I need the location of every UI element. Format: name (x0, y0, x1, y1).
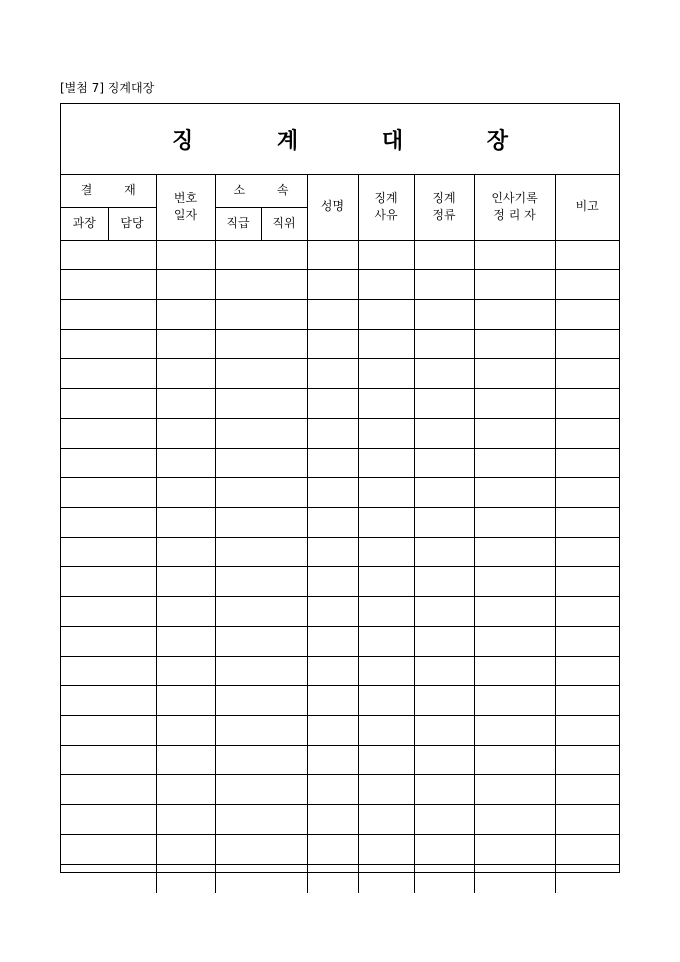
remarks-cell[interactable] (555, 864, 619, 893)
reason-cell[interactable] (358, 448, 414, 478)
reason-cell[interactable] (358, 626, 414, 656)
table-row (61, 537, 619, 567)
approval-cell[interactable] (61, 359, 156, 389)
record-keeper-cell[interactable] (474, 686, 555, 716)
header-person-in-charge: 담당 (108, 207, 156, 240)
disciplinary-register-form (60, 103, 620, 873)
title-row (61, 104, 619, 175)
number-date-cell[interactable] (156, 507, 215, 537)
table-row (61, 329, 619, 359)
remarks-cell[interactable] (555, 597, 619, 627)
name-cell[interactable] (307, 864, 358, 893)
reason-cell[interactable] (358, 418, 414, 448)
number-date-cell[interactable] (156, 329, 215, 359)
number-date-cell[interactable] (156, 270, 215, 300)
reason-cell[interactable] (358, 716, 414, 746)
reason-cell[interactable] (358, 478, 414, 508)
approval-cell[interactable] (61, 389, 156, 419)
approval-cell[interactable] (61, 478, 156, 508)
record-keeper-cell[interactable] (474, 448, 555, 478)
approval-cell[interactable] (61, 716, 156, 746)
affiliation-cell[interactable] (215, 418, 307, 448)
remarks-cell[interactable] (555, 745, 619, 775)
affiliation-cell[interactable] (215, 448, 307, 478)
approval-cell[interactable] (61, 686, 156, 716)
number-date-cell[interactable] (156, 537, 215, 567)
number-date-cell[interactable] (156, 656, 215, 686)
reason-cell[interactable] (358, 775, 414, 805)
number-date-cell[interactable] (156, 299, 215, 329)
affiliation-cell[interactable] (215, 834, 307, 864)
number-date-cell[interactable] (156, 626, 215, 656)
name-cell[interactable] (307, 329, 358, 359)
record-keeper-cell[interactable] (474, 240, 555, 270)
type-cell[interactable] (414, 567, 474, 597)
record-keeper-cell[interactable] (474, 478, 555, 508)
remarks-cell[interactable] (555, 656, 619, 686)
record-keeper-cell[interactable] (474, 745, 555, 775)
table-row (61, 775, 619, 805)
record-keeper-cell[interactable] (474, 805, 555, 835)
affiliation-cell[interactable] (215, 478, 307, 508)
reason-cell[interactable] (358, 270, 414, 300)
remarks-cell[interactable] (555, 329, 619, 359)
number-date-cell[interactable] (156, 716, 215, 746)
table-row (61, 448, 619, 478)
approval-cell[interactable] (61, 864, 156, 893)
affiliation-cell[interactable] (215, 359, 307, 389)
reason-cell[interactable] (358, 359, 414, 389)
approval-cell[interactable] (61, 834, 156, 864)
approval-cell[interactable] (61, 507, 156, 537)
type-cell[interactable] (414, 716, 474, 746)
approval-cell[interactable] (61, 448, 156, 478)
record-keeper-cell[interactable] (474, 329, 555, 359)
remarks-cell[interactable] (555, 507, 619, 537)
name-cell[interactable] (307, 775, 358, 805)
table-row (61, 507, 619, 537)
reason-cell[interactable] (358, 864, 414, 893)
reason-cell[interactable] (358, 686, 414, 716)
remarks-cell[interactable] (555, 686, 619, 716)
affiliation-cell[interactable] (215, 864, 307, 893)
number-date-cell[interactable] (156, 418, 215, 448)
reason-cell[interactable] (358, 745, 414, 775)
table-row (61, 834, 619, 864)
remarks-cell[interactable] (555, 567, 619, 597)
type-cell[interactable] (414, 448, 474, 478)
approval-cell[interactable] (61, 329, 156, 359)
type-cell[interactable] (414, 478, 474, 508)
header-row-1 (61, 174, 619, 207)
number-date-cell[interactable] (156, 864, 215, 893)
remarks-cell[interactable] (555, 389, 619, 419)
type-cell[interactable] (414, 329, 474, 359)
reason-cell[interactable] (358, 656, 414, 686)
approval-cell[interactable] (61, 240, 156, 270)
table-row (61, 478, 619, 508)
type-cell[interactable] (414, 597, 474, 627)
affiliation-cell[interactable] (215, 329, 307, 359)
name-cell[interactable] (307, 805, 358, 835)
name-cell[interactable] (307, 418, 358, 448)
table-row (61, 656, 619, 686)
type-cell[interactable] (414, 389, 474, 419)
reason-cell[interactable] (358, 507, 414, 537)
type-cell[interactable] (414, 686, 474, 716)
number-date-cell[interactable] (156, 448, 215, 478)
table-row (61, 418, 619, 448)
name-cell[interactable] (307, 359, 358, 389)
reason-cell[interactable] (358, 597, 414, 627)
name-cell[interactable] (307, 299, 358, 329)
remarks-cell[interactable] (555, 537, 619, 567)
record-keeper-cell[interactable] (474, 716, 555, 746)
type-cell[interactable] (414, 834, 474, 864)
header-section-chief: 과장 (61, 207, 108, 240)
affiliation-cell[interactable] (215, 270, 307, 300)
affiliation-cell[interactable] (215, 299, 307, 329)
remarks-cell[interactable] (555, 270, 619, 300)
name-cell[interactable] (307, 686, 358, 716)
approval-cell[interactable] (61, 656, 156, 686)
reason-cell[interactable] (358, 537, 414, 567)
record-keeper-cell[interactable] (474, 389, 555, 419)
name-cell[interactable] (307, 389, 358, 419)
header-reason: 징계 사유 (358, 174, 414, 240)
number-date-cell[interactable] (156, 775, 215, 805)
approval-cell[interactable] (61, 626, 156, 656)
name-cell[interactable] (307, 270, 358, 300)
affiliation-cell[interactable] (215, 597, 307, 627)
type-cell[interactable] (414, 299, 474, 329)
name-cell[interactable] (307, 626, 358, 656)
record-keeper-cell[interactable] (474, 834, 555, 864)
name-cell[interactable] (307, 537, 358, 567)
affiliation-cell[interactable] (215, 389, 307, 419)
record-keeper-cell[interactable] (474, 597, 555, 627)
number-date-cell[interactable] (156, 805, 215, 835)
table-row (61, 567, 619, 597)
name-cell[interactable] (307, 448, 358, 478)
affiliation-cell[interactable] (215, 716, 307, 746)
affiliation-cell[interactable] (215, 686, 307, 716)
register-table (61, 174, 619, 893)
table-row (61, 359, 619, 389)
approval-cell[interactable] (61, 299, 156, 329)
remarks-cell[interactable] (555, 418, 619, 448)
reason-cell[interactable] (358, 567, 414, 597)
name-cell[interactable] (307, 240, 358, 270)
remarks-cell[interactable] (555, 478, 619, 508)
type-cell[interactable] (414, 745, 474, 775)
record-keeper-cell[interactable] (474, 299, 555, 329)
approval-cell[interactable] (61, 597, 156, 627)
number-date-cell[interactable] (156, 686, 215, 716)
table-row (61, 240, 619, 270)
table-row (61, 299, 619, 329)
record-keeper-cell[interactable] (474, 418, 555, 448)
affiliation-cell[interactable] (215, 745, 307, 775)
type-cell[interactable] (414, 507, 474, 537)
type-cell[interactable] (414, 864, 474, 893)
number-date-cell[interactable] (156, 478, 215, 508)
remarks-cell[interactable] (555, 359, 619, 389)
table-row (61, 864, 619, 893)
name-cell[interactable] (307, 507, 358, 537)
approval-cell[interactable] (61, 270, 156, 300)
affiliation-cell[interactable] (215, 240, 307, 270)
record-keeper-cell[interactable] (474, 567, 555, 597)
type-cell[interactable] (414, 270, 474, 300)
table-row (61, 626, 619, 656)
record-keeper-cell[interactable] (474, 626, 555, 656)
number-date-cell[interactable] (156, 389, 215, 419)
header-affiliation: 소 속 (215, 174, 307, 207)
number-date-cell[interactable] (156, 597, 215, 627)
header-number-date: 번호 일자 (156, 174, 215, 240)
affiliation-cell[interactable] (215, 567, 307, 597)
record-keeper-cell[interactable] (474, 775, 555, 805)
record-keeper-cell[interactable] (474, 656, 555, 686)
name-cell[interactable] (307, 478, 358, 508)
header-type: 징계 정류 (414, 174, 474, 240)
table-row (61, 270, 619, 300)
type-cell[interactable] (414, 537, 474, 567)
remarks-cell[interactable] (555, 299, 619, 329)
table-row (61, 389, 619, 419)
remarks-cell[interactable] (555, 805, 619, 835)
record-keeper-cell[interactable] (474, 507, 555, 537)
affiliation-cell[interactable] (215, 656, 307, 686)
approval-cell[interactable] (61, 775, 156, 805)
header-position: 직위 (261, 207, 307, 240)
header-remarks: 비고 (555, 174, 619, 240)
table-row (61, 805, 619, 835)
type-cell[interactable] (414, 656, 474, 686)
affiliation-cell[interactable] (215, 507, 307, 537)
reason-cell[interactable] (358, 329, 414, 359)
name-cell[interactable] (307, 834, 358, 864)
approval-cell[interactable] (61, 805, 156, 835)
record-keeper-cell[interactable] (474, 270, 555, 300)
number-date-cell[interactable] (156, 834, 215, 864)
table-row (61, 745, 619, 775)
header-approval: 결 재 (61, 174, 156, 207)
table-row (61, 686, 619, 716)
type-cell[interactable] (414, 240, 474, 270)
number-date-cell[interactable] (156, 240, 215, 270)
reason-cell[interactable] (358, 389, 414, 419)
affiliation-cell[interactable] (215, 626, 307, 656)
remarks-cell[interactable] (555, 626, 619, 656)
form-title: 징 계 대 장 (172, 127, 546, 154)
name-cell[interactable] (307, 745, 358, 775)
reason-cell[interactable] (358, 805, 414, 835)
reason-cell[interactable] (358, 299, 414, 329)
remarks-cell[interactable] (555, 240, 619, 270)
affiliation-cell[interactable] (215, 537, 307, 567)
name-cell[interactable] (307, 567, 358, 597)
name-cell[interactable] (307, 597, 358, 627)
number-date-cell[interactable] (156, 359, 215, 389)
reason-cell[interactable] (358, 240, 414, 270)
reason-cell[interactable] (358, 834, 414, 864)
type-cell[interactable] (414, 359, 474, 389)
type-cell[interactable] (414, 775, 474, 805)
attachment-caption: [별첨 7] 징계대장 (60, 81, 155, 95)
header-record-keeper: 인사기록 정 리 자 (474, 174, 555, 240)
approval-cell[interactable] (61, 567, 156, 597)
remarks-cell[interactable] (555, 448, 619, 478)
record-keeper-cell[interactable] (474, 864, 555, 893)
remarks-cell[interactable] (555, 834, 619, 864)
approval-cell[interactable] (61, 537, 156, 567)
header-rank: 직급 (215, 207, 261, 240)
header-name: 성명 (307, 174, 358, 240)
number-date-cell[interactable] (156, 745, 215, 775)
number-date-cell[interactable] (156, 567, 215, 597)
approval-cell[interactable] (61, 418, 156, 448)
record-keeper-cell[interactable] (474, 537, 555, 567)
remarks-cell[interactable] (555, 716, 619, 746)
table-row (61, 716, 619, 746)
type-cell[interactable] (414, 418, 474, 448)
affiliation-cell[interactable] (215, 805, 307, 835)
affiliation-cell[interactable] (215, 775, 307, 805)
name-cell[interactable] (307, 716, 358, 746)
table-row (61, 597, 619, 627)
name-cell[interactable] (307, 656, 358, 686)
type-cell[interactable] (414, 626, 474, 656)
remarks-cell[interactable] (555, 775, 619, 805)
record-keeper-cell[interactable] (474, 359, 555, 389)
type-cell[interactable] (414, 805, 474, 835)
approval-cell[interactable] (61, 745, 156, 775)
